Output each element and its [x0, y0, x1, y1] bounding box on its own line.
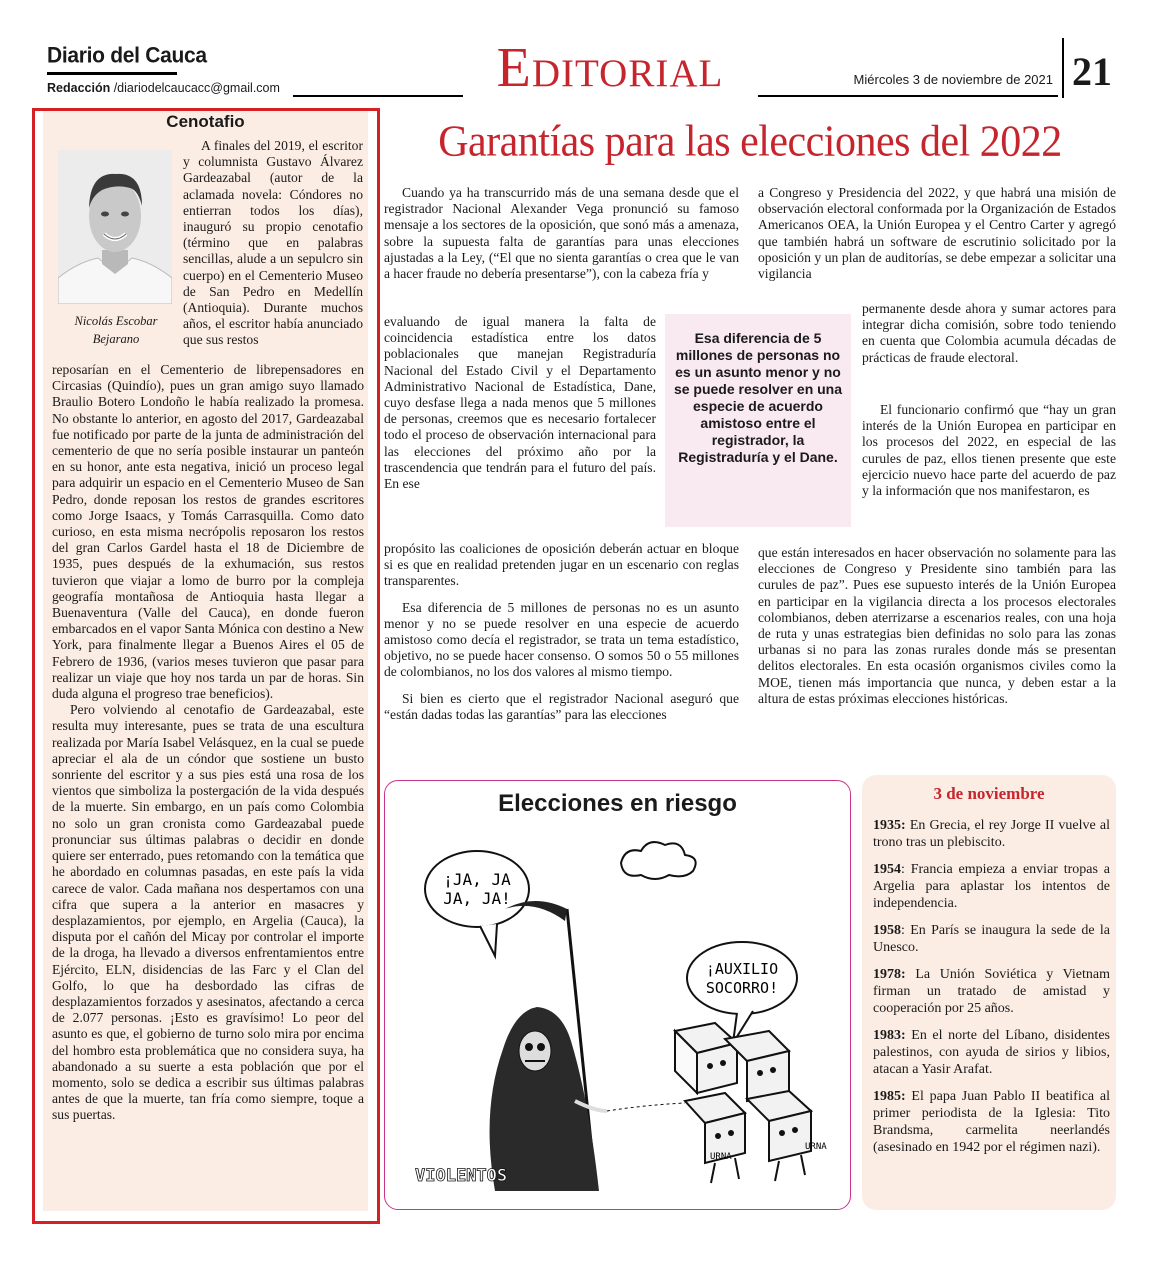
almanac-year: 1958	[873, 923, 901, 938]
newspaper-name: Diario del Cauca	[47, 43, 207, 68]
editorial-text-block	[758, 185, 1116, 282]
author-caption	[55, 312, 177, 348]
editorial-paragraph: permanente desde ahora y sumar actores para integrar dicha comisión, sobre todo teniendo en cuenta que Colombia acumula décadas de prácticas de fraude electoral.	[862, 301, 1116, 365]
cartoon-box-label: URNA	[805, 1142, 827, 1152]
editorial-text-block	[384, 185, 739, 282]
almanac-year: 1954	[873, 862, 901, 877]
column-paragraph: reposarían en el Cementerio de librepensadores en Circasias (Quindío), pues un gran amigo suyo llamado Braulio Botero Londoño le había realizado la promesa. No obstante lo anterior, en agosto del 2017, Gardeazabal fue notificado por parte de la junta de administración del cementerio de que no sería posible instaurar un panteón en su honor, ante esta negativa, inició un proceso legal para adquirir un espacio en el Cementerio Museo de San Pedro, donde reposan los restos de grandes escritores como Jorge Isaacs, y Tomás Carrasquilla. Como dato curioso, en esta misma necrópolis reposaron los restos del gran Carlos Gardel hasta el 18 de Diciembre de 1935, pues después de la exhumación, sus restos tuvieron que viajar a lomo de burro por la compleja geografía montañosa de Antioquia hasta llegar a Buenaventura (Valle del Cauca), en donde fueron embarcados en el vapor Santa Mónica con destino a New York, para finalmente llegar a Buenos Aires el 05 de Febrero de 1936, (varios meses tuvieron que pasar para realizar un viaje que hoy nos tarda un par de horas. Sin duda alguna el progreso trae beneficios).	[52, 362, 364, 702]
almanac-text: La Unión Soviética y Vietnam firman un tratado de amistad y cooperación por 25 años.	[873, 967, 1110, 1016]
almanac-title: 3 de noviembre	[933, 784, 1045, 803]
almanac-year: 1983:	[873, 1028, 906, 1043]
almanac-text: En el norte del Líbano, disidentes palestinos, con ayuda de sirios y libios, atacan a Yasir Arafat.	[873, 1028, 1110, 1077]
section-title: Editorial	[496, 37, 724, 99]
editorial-paragraph: a Congreso y Presidencia del 2022, y que habrá una misión de observación electoral conformada por la Organización de Estados Americanos OEA, la Unión Europea y el Centro Carter y agregó que también habrá un software de escrutinio solicitado por la oposición y un plan de auditorías, se debe empezar a solicitar una vigilancia	[758, 185, 1116, 282]
almanac-year: 1935:	[873, 818, 906, 833]
pull-quote: Esa diferencia de 5 millones de personas no es un asunto menor y no se puede resolver en una especie de acuerdo amistoso entre el registrador, la Registraduría y el Dane.	[673, 330, 843, 465]
almanac-text: : Francia empieza a enviar tropas a Argelia para aplastar los intentos de independencia.	[873, 862, 1110, 911]
column-body	[52, 362, 364, 1124]
editorial-cartoon	[384, 780, 851, 1210]
column-title: Cenotafio	[166, 112, 245, 131]
almanac-item	[873, 922, 1110, 956]
cartoon-bubble-right-line1: ¡AUXILIO	[705, 960, 779, 978]
column-intro-text: A finales del 2019, el escritor y columnista Gustavo Álvarez Gardeazabal (autor de la aclamada novela: Cóndores no entierran todos los días), inauguró su propio cenotafio (término que en palabras sencillas, alude a un sepulcro sin cuerpo) en el Cementerio Museo de San Pedro en Medellín (Antioquia). Durante muchos años, el escritor había anunciado que sus restos	[183, 138, 363, 348]
redaccion-line	[47, 81, 280, 95]
author-photo	[58, 150, 172, 304]
column-intro	[183, 138, 363, 349]
editorial-text-block	[384, 314, 656, 492]
almanac-year: 1978:	[873, 967, 906, 982]
editorial-text-block	[862, 402, 1116, 499]
author-name-line2: Bejarano	[92, 332, 140, 346]
cartoon-reaper-label: VIOLENTOS	[415, 1166, 508, 1186]
header-rule-left	[293, 95, 463, 97]
cartoon-bubble-right-line2: SOCORRO!	[705, 979, 779, 997]
editorial-paragraph: Cuando ya ha transcurrido más de una semana desde que el registrador Nacional Alexander Vega pronunció su famoso mensaje a los sectores de la oposición, que sonó más a amenaza, sobre la supuesta falta de garantías para unas elecciones ajustadas a la Ley, (“El que no sienta garantías o crea que le van a hacer fraude no debería presentarse”), con la cabeza fría y	[384, 185, 739, 282]
author-name-line1: Nicolás Escobar	[74, 314, 158, 328]
editorial-headline: Garantías para las elecciones del 2022	[438, 117, 1062, 167]
almanac-item	[873, 817, 1110, 851]
column-paragraph: Pero volviendo al cenotafio de Gardeazabal, este resulta muy interesante, pues se trata de una escultura realizada por María Isabel Velásquez, en la cual se puede apreciar el ala de un cóndor que sostiene un busto sonriente del escritor y a sus pies está una rosa de los vientos que simboliza la postergación de la vida después de la muerte. Sin embargo, en un país como Colombia no solo un gran cronista como Gardeazabal puede pronunciar sus últimas palabras o decidir en donde quiere ser enterrado, pues retomando con la temática que he abordado en columnas pasadas, en este país la vida carece de valor. Cada mañana nos despertamos con una cifra que supera a la anterior en masacres y desplazamientos, por ejemplo, en Argelia (Cauca), la disputa por el cañón del Micay por controlar el importe de la droga, ha llevado a diversos enfrentamientos entre Ejército, ELN, disidencias de las Farc y el Clan del Golfo, lo que ha desbordado las cifras de desplazamientos forzados y asesinatos, afectando a cerca de 2.077 personas. ¡Esto es gravísimo! Lo peor del asunto es que, el gobierno de turno solo mira por encima del hombro esta problemática que no considera suya, ha abandonado a su suerte a esta población que por el momento, solo se dedica a escribir sus últimas palabras antes de que la muerte, tan fría como siempre, toque a sus puertas.	[52, 702, 364, 1123]
masthead-rule	[47, 72, 177, 75]
almanac-item	[873, 1088, 1110, 1156]
page-number: 21	[1072, 49, 1112, 94]
almanac-text: En Grecia, el rey Jorge II vuelve al trono tras un plebiscito.	[873, 818, 1110, 850]
page-divider	[1062, 38, 1064, 98]
almanac-year: 1985:	[873, 1089, 906, 1104]
editorial-text-block	[758, 545, 1116, 707]
editorial-paragraph: Si bien es cierto que el registrador Nacional aseguró que “están dadas todas las garantías” para las elecciones	[384, 690, 739, 722]
almanac-item	[873, 966, 1110, 1017]
editorial-paragraph: propósito las coaliciones de oposición deberán actuar en bloque si es que en realidad pretenden jugar en un escenario con reglas transparentes.	[384, 541, 739, 589]
editorial-paragraph: El funcionario confirmó que “hay un gran interés de la Unión Europea en participar en los procesos del 2022, en especial de las curules de paz, ellos tienen presente que este ejercicio nuevo hace parte del acuerdo de paz y la información que nos manifestaron, es	[862, 402, 1116, 499]
almanac-list	[873, 817, 1110, 1166]
editorial-paragraph: Esa diferencia de 5 millones de personas no es un asunto menor y no se puede resolver en una especie de acuerdo amistoso como decía el registrador, se trata un tema estadístico, objetivo, no se puede hacer consenso. O somos 50 o 55 millones de colombianos, no los dos valores al mismo tiempo.	[384, 599, 739, 680]
cartoon-title: Elecciones en riesgo	[498, 790, 737, 817]
issue-date: Miércoles 3 de noviembre de 2021	[853, 72, 1053, 87]
editorial-paragraph: que están interesados en hacer observación no solamente para las elecciones de Congreso y Presidente sino también para las curules de paz”. Pues ese supuesto interés de la Unión Europea en participar en la vigilancia directa a los procesos electorales colombianos, deben aterrizarse a escenarios reales, con una hoja de ruta y unas estrategias bien definidas no solo para las zonas urbanas si no para las zonas rurales donde más se presentan delitos electorales. En esta ocasión organismos civiles como la MOE, tienen más importancia que nunca, y deben estar a la altura de estas próximas elecciones históricas.	[758, 545, 1116, 706]
cartoon-bubble-left-line2: JA, JA!	[443, 889, 511, 908]
almanac-text: El papa Juan Pablo II beatifica al primer periodista de la Iglesia: Tito Brandsma, carmelita neerlandés (asesinado en 1942 por el régimen nazi).	[873, 1089, 1110, 1155]
editorial-paragraph: evaluando de igual manera la falta de coincidencia estadística entre los datos poblacionales que manejan Registraduría Nacional del Estado Civil y el Departamento Administrativo Nacional de Estadística, Dane, cuyo desfase llega a nada menos que 5 millones de personas, creemos que es necesario fortalecer todo el proceso de observación internacional para las elecciones del próximo año por la trascendencia que tendrán para el futuro del país. En ese	[384, 314, 656, 492]
header-rule-right	[758, 95, 1058, 97]
redaccion-label: Redacción	[47, 81, 111, 95]
editorial-text-block	[862, 301, 1116, 366]
editorial-text-block	[384, 541, 739, 723]
almanac-item	[873, 1027, 1110, 1078]
almanac-item	[873, 861, 1110, 912]
redaccion-email: /diariodelcaucacc@gmail.com	[110, 81, 280, 95]
almanac-text: : En París se inaugura la sede de la Unesco.	[873, 923, 1110, 955]
cartoon-bubble-left-line1: ¡JA, JA	[443, 870, 511, 889]
cartoon-box-label: URNA	[710, 1152, 732, 1162]
